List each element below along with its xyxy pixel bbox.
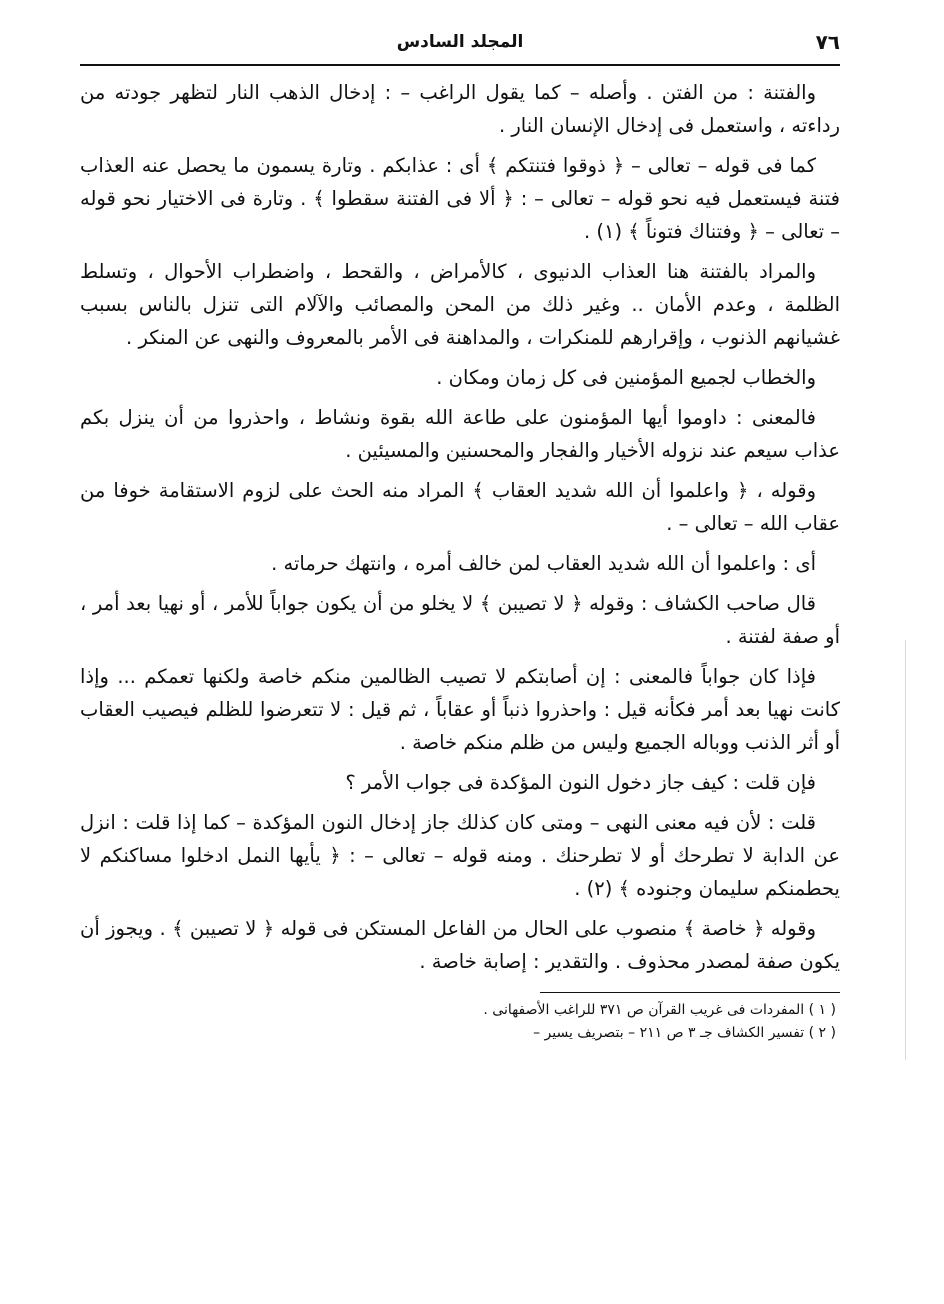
footnote-rule <box>540 992 840 993</box>
volume-title: المجلد السادس <box>396 32 524 52</box>
paragraph: قلت : لأن فيه معنى النهى – ومتى كان كذلك جاز إدخال النون المؤكدة – كما إذا قلت : انزل عن الدابة لا تطرحك أو لا تطرحنك . ومنه قوله – تعالى – : ﴿ يأيها النمل ادخلوا مساكنكم لا يحطمنكم سليمان وجنوده ﴾ (٢) . <box>80 811 840 900</box>
paragraph: كما فى قوله – تعالى – ﴿ ذوقوا فتنتكم ﴾ أى : عذابكم . وتارة يسمون ما يحصل عنه العذاب فتنة فيستعمل فيه نحو قوله – تعالى – : ﴿ ألا فى الفتنة سقطوا ﴾ . وتارة فى الاختيار نحو قوله – تعالى – ﴿ وفتناك فتوناً ﴾ (١) . <box>80 154 840 243</box>
footnotes <box>80 999 840 1045</box>
paragraph: فالمعنى : داوموا أيها المؤمنون على طاعة الله بقوة ونشاط ، واحذروا من أن ينزل بكم عذاب سيعم عند نزوله الأخيار والفجار والمحسنين والمسيئين . <box>80 406 840 462</box>
paragraph: قال صاحب الكشاف : وقوله ﴿ لا تصيبن ﴾ لا يخلو من أن يكون جواباً للأمر ، أو نهيا بعد أمر ، أو صفة لفتنة . <box>80 592 840 648</box>
paragraph: فإن قلت : كيف جاز دخول النون المؤكدة فى جواب الأمر ؟ <box>345 771 816 794</box>
scan-artifact-line <box>905 640 906 1060</box>
paragraph: وقوله ﴿ خاصة ﴾ منصوب على الحال من الفاعل المستكن فى قوله ﴿ لا تصيبن ﴾ . ويجوز أن يكون صفة لمصدر محذوف . والتقدير : إصابة خاصة . <box>80 917 840 973</box>
paragraph: أى : واعلموا أن الله شديد العقاب لمن خالف أمره ، وانتهك حرماته . <box>271 552 816 575</box>
paragraph: فإذا كان جواباً فالمعنى : إن أصابتكم لا تصيب الظالمين منكم خاصة ولكنها تعمكم ... وإذا كانت نهيا بعد أمر فكأنه قيل : واحذروا ذنباً أو عقاباً ، ثم قيل : لا تتعرضوا للظلم فيصيب العقاب أو أثر الذنب ووباله الجميع وليس من ظلم منكم خاصة . <box>80 665 840 754</box>
paragraph: والمراد بالفتنة هنا العذاب الدنيوى ، كالأمراض ، والقحط ، واضطراب الأحوال ، وتسلط الظلمة ، وعدم الأمان .. وغير ذلك من المحن والمصائب والآلام التى تنزل بالناس بسبب غشيانهم الذنوب ، وإقرارهم للمنكرات ، والمداهنة فى الأمر بالمعروف والنهى عن المنكر . <box>80 260 840 349</box>
page-number: ٧٦ <box>815 30 840 54</box>
main-text <box>80 76 840 978</box>
paragraph: والفتنة : من الفتن . وأصله – كما يقول الراغب – : إدخال الذهب النار لتظهر جودته من رداءته ، واستعمل فى إدخال الإنسان النار . <box>80 81 840 137</box>
page-header <box>80 28 840 64</box>
footnote: ( ١ ) المفردات فى غريب القرآن ص ٣٧١ للراغب الأصفهانى . <box>483 1002 836 1018</box>
paragraph: وقوله ، ﴿ واعلموا أن الله شديد العقاب ﴾ المراد منه الحث على لزوم الاستقامة خوفا من عقاب الله – تعالى – . <box>80 479 840 535</box>
paragraph: والخطاب لجميع المؤمنين فى كل زمان ومكان . <box>436 366 816 389</box>
book-page <box>80 28 840 1045</box>
header-rule <box>80 64 840 66</box>
footnote: ( ٢ ) تفسير الكشاف جـ ٣ ص ٢١١ – بتصريف يسير – <box>533 1025 836 1041</box>
